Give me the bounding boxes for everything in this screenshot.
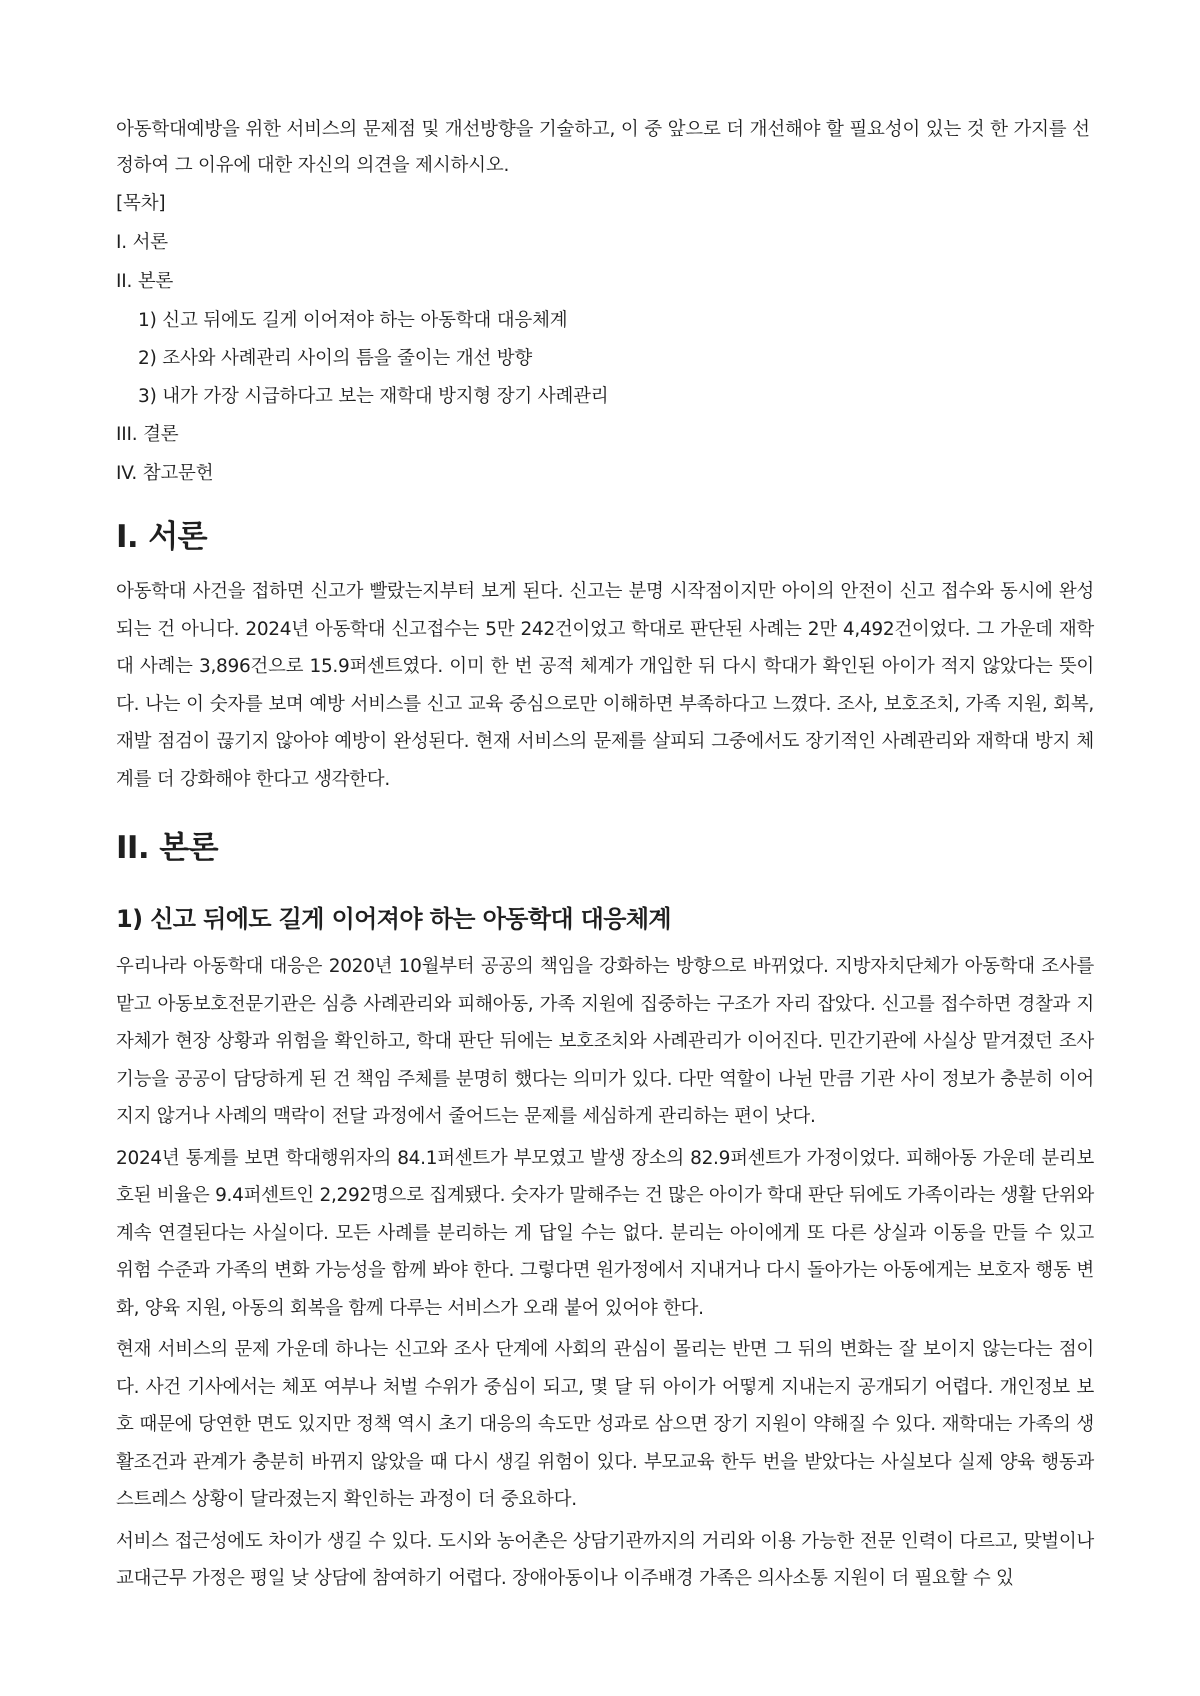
toc-item-body: II. 본론 <box>116 271 174 292</box>
toc-item-intro: I. 서론 <box>116 232 168 253</box>
section1-paragraph-4: 서비스 접근성에도 차이가 생길 수 있다. 도시와 농어촌은 상담기관까지의 거리와 이용 가능한 전문 인력이 다르고, 맞벌이나 교대근무 가정은 평일 낮 상담에 참여하기 어렵다. 장애아동이나 이주배경 가족은 의사소통 지원이 더 필요할 수 있 <box>116 1530 1094 1589</box>
toc-subitem-2: 2) 조사와 사례관리 사이의 틈을 줄이는 개선 방향 <box>138 348 533 369</box>
toc-subitem-1: 1) 신고 뒤에도 길게 이어져야 하는 아동학대 대응체계 <box>138 310 568 331</box>
body-heading: II. 본론 <box>116 830 218 866</box>
intro-heading: I. 서론 <box>116 519 207 555</box>
toc-title: [목차] <box>116 193 166 214</box>
toc-subitem-3: 3) 내가 가장 시급하다고 보는 재학대 방지형 장기 사례관리 <box>138 386 609 407</box>
assignment-prompt: 아동학대예방을 위한 서비스의 문제점 및 개선방향을 기술하고, 이 중 앞으로 더 개선해야 할 필요성이 있는 것 한 가지를 선정하여 그 이유에 대한 자신의 의견을 제시하시오. <box>116 119 1090 176</box>
table-of-contents <box>116 190 1094 487</box>
toc-item-conclusion: III. 결론 <box>116 424 179 445</box>
intro-paragraph: 아동학대 사건을 접하면 신고가 빨랐는지부터 보게 된다. 신고는 분명 시작점이지만 아이의 안전이 신고 접수와 동시에 완성되는 건 아니다. 2024년 아동학대 신고접수는 5만 242건이었고 학대로 판단된 사례는 2만 4,492건이었다. 그 가운데 재학대 사례는 3,896건으로 15.9퍼센트였다. 이미 한 번 공적 체계가 개입한 뒤 다시 학대가 확인된 아이가 적지 않았다는 뜻이다. 나는 이 숫자를 보며 예방 서비스를 신고 교육 중심으로만 이해하면 부족하다고 느꼈다. 조사, 보호조치, 가족 지원, 회복, 재발 점검이 끊기지 않아야 예방이 완성된다. 현재 서비스의 문제를 살피되 그중에서도 장기적인 사례관리와 재학대 방지 체계를 더 강화해야 한다고 생각한다. <box>116 581 1094 790</box>
section1-paragraph-3: 현재 서비스의 문제 가운데 하나는 신고와 조사 단계에 사회의 관심이 몰리는 반면 그 뒤의 변화는 잘 보이지 않는다는 점이다. 사건 기사에서는 체포 여부나 처벌 수위가 중심이 되고, 몇 달 뒤 아이가 어떻게 지내는지 공개되기 어렵다. 개인정보 보호 때문에 당연한 면도 있지만 정책 역시 초기 대응의 속도만 성과로 삼으면 장기 지원이 약해질 수 있다. 재학대는 가족의 생활조건과 관계가 충분히 바뀌지 않았을 때 다시 생길 위험이 있다. 부모교육 한두 번을 받았다는 사실보다 실제 양육 행동과 스트레스 상황이 달라졌는지 확인하는 과정이 더 중요하다. <box>116 1339 1094 1510</box>
section1-heading: 1) 신고 뒤에도 길게 이어져야 하는 아동학대 대응체계 <box>116 905 672 933</box>
section1-paragraph-1: 우리나라 아동학대 대응은 2020년 10월부터 공공의 책임을 강화하는 방향으로 바뀌었다. 지방자치단체가 아동학대 조사를 맡고 아동보호전문기관은 심층 사례관리와 피해아동, 가족 지원에 집중하는 구조가 자리 잡았다. 신고를 접수하면 경찰과 지자체가 현장 상황과 위험을 확인하고, 학대 판단 뒤에는 보호조치와 사례관리가 이어진다. 민간기관에 사실상 맡겨졌던 조사 기능을 공공이 담당하게 된 건 책임 주체를 분명히 했다는 의미가 있다. 다만 역할이 나뉜 만큼 기관 사이 정보가 충분히 이어지지 않거나 사례의 맥락이 전달 과정에서 줄어드는 문제를 세심하게 관리하는 편이 낫다. <box>116 956 1094 1127</box>
section1-paragraph-2: 2024년 통계를 보면 학대행위자의 84.1퍼센트가 부모였고 발생 장소의 82.9퍼센트가 가정이었다. 피해아동 가운데 분리보호된 비율은 9.4퍼센트인 2,292명으로 집계됐다. 숫자가 말해주는 건 많은 아이가 학대 판단 뒤에도 가족이라는 생활 단위와 계속 연결된다는 사실이다. 모든 사례를 분리하는 게 답일 수는 없다. 분리는 아이에게 또 다른 상실과 이동을 만들 수 있고 위험 수준과 가족의 변화 가능성을 함께 봐야 한다. 그렇다면 원가정에서 지내거나 다시 돌아가는 아동에게는 보호자 행동 변화, 양육 지원, 아동의 회복을 함께 다루는 서비스가 오래 붙어 있어야 한다. <box>116 1147 1094 1319</box>
toc-item-references: IV. 참고문헌 <box>116 463 214 484</box>
